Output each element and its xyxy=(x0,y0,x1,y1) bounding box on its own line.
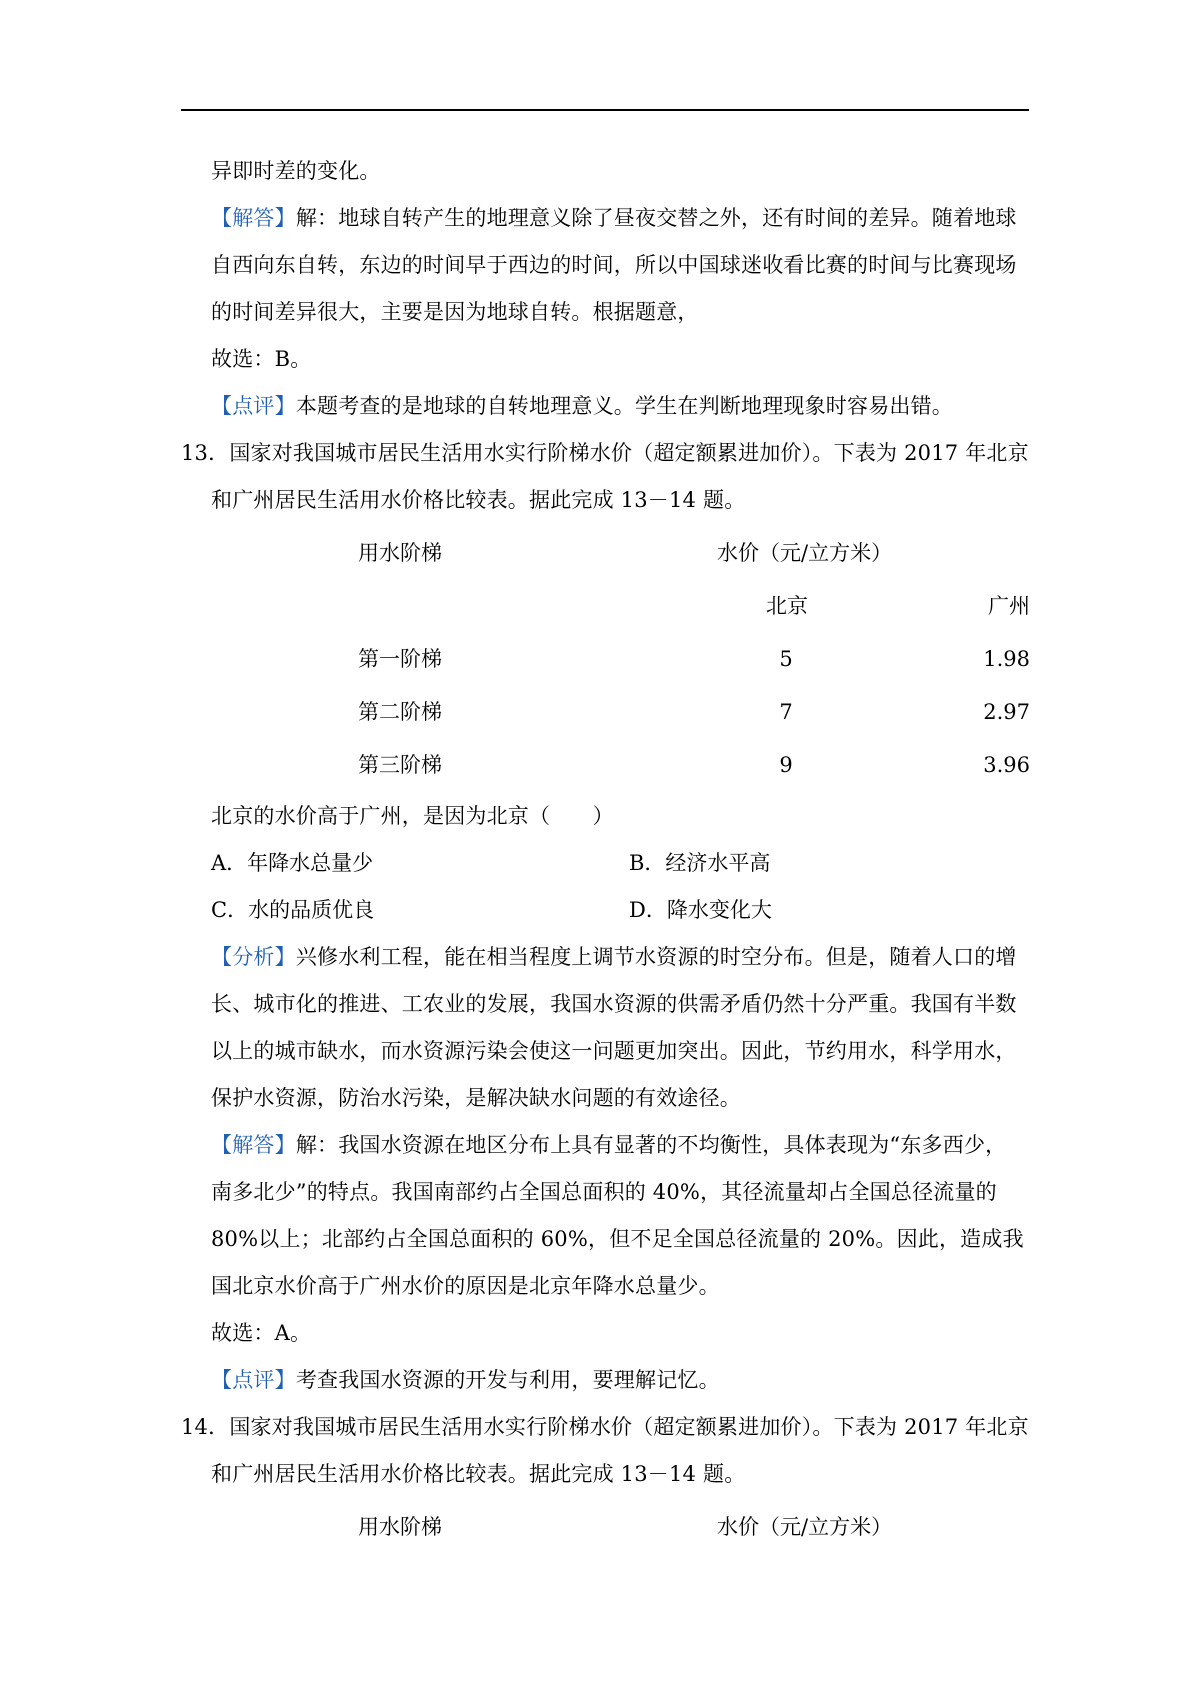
option-c: C．水的品质优良 xyxy=(211,898,375,922)
q13-answer-line-2: 南多北少”的特点。我国南部约占全国总面积的 40%，其径流量却占全国总径流量的 xyxy=(211,1180,997,1204)
q12-review: 【点评】本题考查的是地球的自转地理意义。学生在判断地理现象时容易出错。 xyxy=(211,394,954,418)
q13-stem-line-2: 和广州居民生活用水价格比较表。据此完成 13－14 题。 xyxy=(211,488,746,512)
table-col-guangzhou: 广州 xyxy=(988,594,1030,618)
option-b: B．经济水平高 xyxy=(629,851,771,875)
q13-stem-line-1: 13．国家对我国城市居民生活用水实行阶梯水价（超定额累进加价）。下表为 2017 年北京 xyxy=(181,441,1029,465)
table-col-beijing: 北京 xyxy=(766,594,808,618)
table-row-guangzhou: 3.96 xyxy=(983,753,1030,777)
table-row-beijing: 5 xyxy=(779,647,793,671)
table-row-beijing: 7 xyxy=(779,700,793,724)
q13-choice: 故选：A。 xyxy=(211,1321,312,1345)
q13-analysis-line-3: 以上的城市缺水，而水资源污染会使这一问题更加突出。因此，节约用水，科学用水， xyxy=(211,1039,1017,1063)
q14-stem-line-2: 和广州居民生活用水价格比较表。据此完成 13－14 题。 xyxy=(211,1462,746,1486)
q13-analysis-line-4: 保护水资源，防治水污染，是解决缺水问题的有效途径。 xyxy=(211,1086,741,1110)
q13-question: 北京的水价高于广州，是因为北京（ ） xyxy=(211,804,614,828)
q12-review-tag: 【点评】 xyxy=(211,394,296,418)
q14-stem-line-1: 14．国家对我国城市居民生活用水实行阶梯水价（超定额累进加价）。下表为 2017 年北京 xyxy=(181,1415,1029,1439)
q12-answer-line-2: 自西向东自转，东边的时间早于西边的时间，所以中国球迷收看比赛的时间与比赛现场 xyxy=(211,253,1017,277)
table-row-guangzhou: 2.97 xyxy=(983,700,1030,724)
option-d: D．降水变化大 xyxy=(629,898,772,922)
q13-answer-tag: 【解答】 xyxy=(211,1133,296,1157)
continuation-text: 异即时差的变化。 xyxy=(211,159,381,183)
table-row-tier: 第一阶梯 xyxy=(358,647,442,671)
table-row-beijing: 9 xyxy=(779,753,793,777)
q14-table-header-price: 水价（元/立方米） xyxy=(717,1515,893,1539)
q13-review-tag: 【点评】 xyxy=(211,1368,296,1392)
table-row-tier: 第三阶梯 xyxy=(358,753,442,777)
q13-analysis-tag: 【分析】 xyxy=(211,945,296,969)
q12-answer-tag: 【解答】 xyxy=(211,206,296,230)
table-header-tier: 用水阶梯 xyxy=(358,541,442,565)
q12-answer-line-1: 【解答】解：地球自转产生的地理意义除了昼夜交替之外，还有时间的差异。随着地球 xyxy=(211,206,1017,230)
q12-choice: 故选：B。 xyxy=(211,347,312,371)
q13-answer-line-1: 【解答】解：我国水资源在地区分布上具有显著的不均衡性，具体表现为“东多西少， xyxy=(211,1133,1007,1157)
q13-analysis-line-1: 【分析】兴修水利工程，能在相当程度上调节水资源的时空分布。但是，随着人口的增 xyxy=(211,945,1017,969)
table-row-tier: 第二阶梯 xyxy=(358,700,442,724)
q13-review: 【点评】考查我国水资源的开发与利用，要理解记忆。 xyxy=(211,1368,720,1392)
q14-table-header-tier: 用水阶梯 xyxy=(358,1515,442,1539)
q13-analysis-line-2: 长、城市化的推进、工农业的发展，我国水资源的供需矛盾仍然十分严重。我国有半数 xyxy=(211,992,1017,1016)
option-a: A．年降水总量少 xyxy=(211,851,374,875)
q13-answer-line-4: 国北京水价高于广州水价的原因是北京年降水总量少。 xyxy=(211,1274,720,1298)
table-header-price: 水价（元/立方米） xyxy=(717,541,893,565)
header-rule xyxy=(181,109,1029,111)
q12-answer-line-3: 的时间差异很大，主要是因为地球自转。根据题意， xyxy=(211,300,699,324)
q13-answer-line-3: 80%以上；北部约占全国总面积的 60%，但不足全国总径流量的 20%。因此，造成我 xyxy=(211,1227,1024,1251)
table-row-guangzhou: 1.98 xyxy=(983,647,1030,671)
